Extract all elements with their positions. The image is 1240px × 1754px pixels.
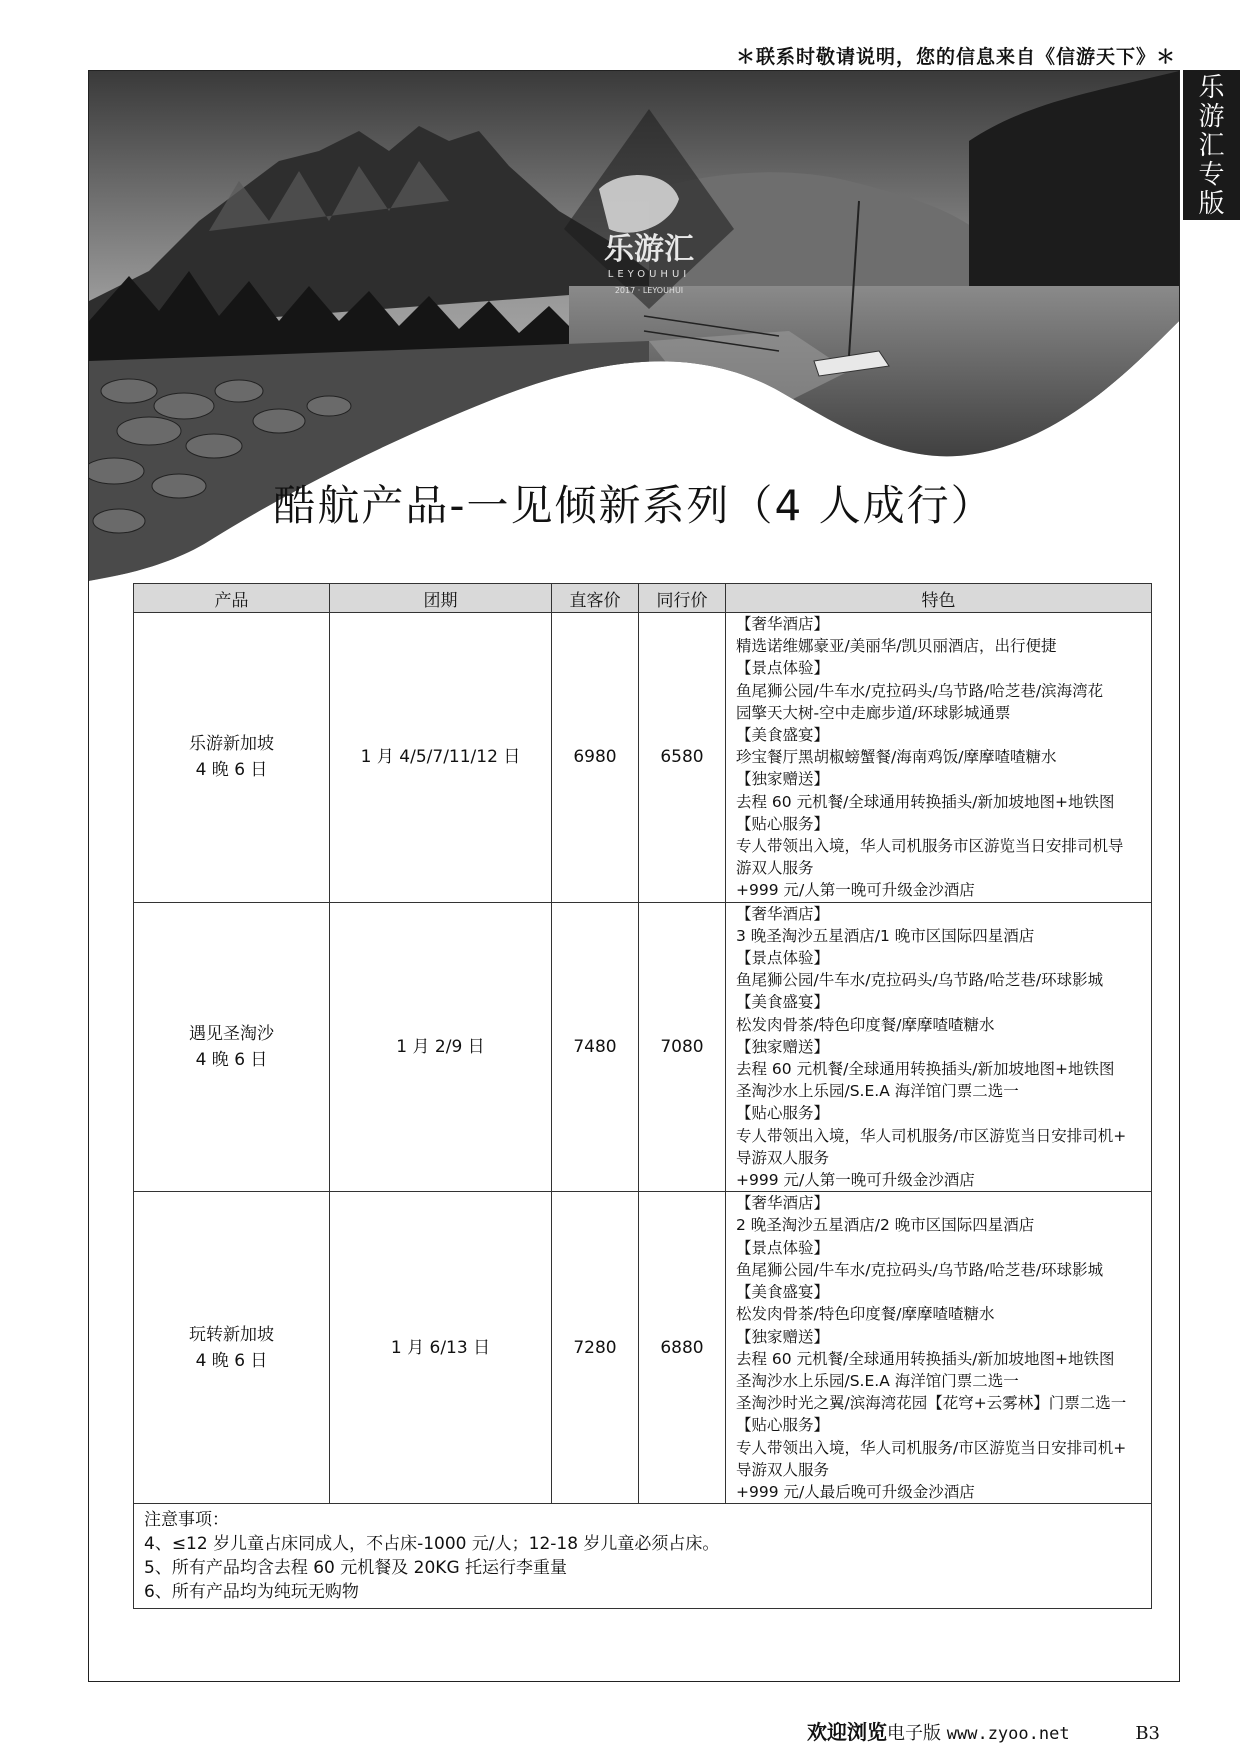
product-cell <box>134 613 330 903</box>
product-days: 4 晚 6 日 <box>195 1049 268 1070</box>
feature-line: 【美食盛宴】 <box>736 726 830 745</box>
retail-price-cell: 7280 <box>552 1192 639 1504</box>
feature-line: 松发肉骨茶/特色印度餐/摩摩喳喳糖水 <box>736 1305 995 1324</box>
notes-cell <box>134 1504 1152 1609</box>
feature-line: 【独家赠送】 <box>736 770 830 789</box>
note-item: 5、所有产品均含去程 60 元机餐及 20KG 托运行李重量 <box>144 1558 568 1579</box>
product-name: 乐游新加坡 <box>189 734 274 755</box>
product-table <box>133 583 1152 1609</box>
feature-line: 【景点体验】 <box>736 949 830 968</box>
feature-line: 导游双人服务 <box>736 1460 830 1479</box>
table-row <box>134 1192 1152 1504</box>
trade-price-cell: 6580 <box>639 613 726 903</box>
trade-price-cell: 6880 <box>639 1192 726 1504</box>
feature-line: 【独家赠送】 <box>736 1327 830 1346</box>
side-tab <box>1183 70 1240 220</box>
note-item: 6、所有产品均为纯玩无购物 <box>144 1582 359 1603</box>
svg-text:LEYOUHUI: LEYOUHUI <box>607 269 691 280</box>
feature-line: 园擎天大树-空中走廊步道/环球影城通票 <box>736 703 1011 722</box>
side-tab-char: 版 <box>1198 189 1225 219</box>
feature-line: +999 元/人第一晚可升级金沙酒店 <box>736 1171 975 1190</box>
feature-line: 鱼尾狮公园/牛车水/克拉码头/乌节路/哈芝巷/环球影城 <box>736 971 1104 990</box>
feature-line: 【贴心服务】 <box>736 814 830 833</box>
product-name: 玩转新加坡 <box>189 1324 274 1345</box>
feature-line: 鱼尾狮公园/牛车水/克拉码头/乌节路/哈芝巷/滨海湾花 <box>736 681 1104 700</box>
feature-line: 【奢华酒店】 <box>736 904 830 923</box>
feature-line: 去程 60 元机餐/全球通用转换插头/新加坡地图+地铁图 <box>736 792 1115 811</box>
retail-price-cell: 6980 <box>552 613 639 903</box>
feature-line: 圣淘沙时光之翼/滨海湾花园【花穹+云雾林】门票二选一 <box>736 1394 1127 1413</box>
product-days: 4 晚 6 日 <box>195 760 268 781</box>
footer-edition: 电子版 <box>887 1723 942 1744</box>
product-days: 4 晚 6 日 <box>195 1350 268 1371</box>
product-name: 遇见圣淘沙 <box>189 1023 274 1044</box>
feature-line: 专人带领出入境，华人司机服务/市区游览当日安排司机+ <box>736 1126 1127 1145</box>
feature-line: 2 晚圣淘沙五星酒店/2 晚市区国际四星酒店 <box>736 1216 1035 1235</box>
dates-cell: 1 月 6/13 日 <box>330 1192 552 1504</box>
features-cell <box>726 902 1152 1192</box>
top-note: ＊联系时敬请说明，您的信息来自《信游天下》＊ <box>735 46 1176 68</box>
feature-line: 去程 60 元机餐/全球通用转换插头/新加坡地图+地铁图 <box>736 1349 1115 1368</box>
notes-row <box>134 1504 1152 1609</box>
footer-welcome: 欢迎浏览 <box>807 1720 888 1744</box>
notes-heading: 注意事项： <box>144 1510 229 1531</box>
table-header-row <box>134 584 1152 613</box>
dates-cell: 1 月 2/9 日 <box>330 902 552 1192</box>
feature-line: 3 晚圣淘沙五星酒店/1 晚市区国际四星酒店 <box>736 926 1035 945</box>
features-cell <box>726 613 1152 903</box>
feature-line: 游双人服务 <box>736 859 814 878</box>
svg-text:2017 · LEYOUHUI: 2017 · LEYOUHUI <box>614 286 684 295</box>
footer <box>807 1716 1160 1745</box>
footer-url[interactable]: www.zyoo.net <box>946 1724 1070 1744</box>
feature-line: 珍宝餐厅黑胡椒螃蟹餐/海南鸡饭/摩摩喳喳糖水 <box>736 748 1057 767</box>
feature-line: 专人带领出入境，华人司机服务市区游览当日安排司机导 <box>736 837 1124 856</box>
side-tab-char: 乐 <box>1198 73 1225 103</box>
feature-line: 去程 60 元机餐/全球通用转换插头/新加坡地图+地铁图 <box>736 1060 1115 1079</box>
table-row <box>134 902 1152 1192</box>
header-features: 特色 <box>726 584 1152 613</box>
feature-line: 【景点体验】 <box>736 659 830 678</box>
product-cell <box>134 1192 330 1504</box>
feature-line: 【贴心服务】 <box>736 1104 830 1123</box>
trade-price-cell: 7080 <box>639 902 726 1192</box>
feature-line: 精选诺维娜豪亚/美丽华/凯贝丽酒店，出行便捷 <box>736 637 1057 656</box>
feature-line: 【奢华酒店】 <box>736 1194 830 1213</box>
feature-line: 圣淘沙水上乐园/S.E.A 海洋馆门票二选一 <box>736 1371 1019 1390</box>
side-tab-char: 专 <box>1198 160 1225 190</box>
page-number: B3 <box>1135 1723 1160 1744</box>
feature-line: 专人带领出入境，华人司机服务/市区游览当日安排司机+ <box>736 1438 1127 1457</box>
side-tab-char: 游 <box>1198 102 1225 132</box>
svg-text:乐游汇: 乐游汇 <box>604 232 694 267</box>
header-trade-price: 同行价 <box>639 584 726 613</box>
header-product: 产品 <box>134 584 330 613</box>
header-retail-price: 直客价 <box>552 584 639 613</box>
feature-line: 鱼尾狮公园/牛车水/克拉码头/乌节路/哈芝巷/环球影城 <box>736 1260 1104 1279</box>
side-tab-char: 汇 <box>1198 131 1225 161</box>
feature-line: 【独家赠送】 <box>736 1037 830 1056</box>
note-item: 4、≤12 岁儿童占床同成人，不占床-1000 元/人；12-18 岁儿童必须占床。 <box>144 1534 720 1555</box>
retail-price-cell: 7480 <box>552 902 639 1192</box>
dates-cell: 1 月 4/5/7/11/12 日 <box>330 613 552 903</box>
feature-line: 【美食盛宴】 <box>736 1283 830 1302</box>
table-row <box>134 613 1152 903</box>
feature-line: +999 元/人最后晚可升级金沙酒店 <box>736 1482 975 1501</box>
feature-line: 导游双人服务 <box>736 1148 830 1167</box>
product-cell <box>134 902 330 1192</box>
header-dates: 团期 <box>330 584 552 613</box>
feature-line: 圣淘沙水上乐园/S.E.A 海洋馆门票二选一 <box>736 1082 1019 1101</box>
feature-line: 【美食盛宴】 <box>736 993 830 1012</box>
features-cell <box>726 1192 1152 1504</box>
feature-line: 【贴心服务】 <box>736 1416 830 1435</box>
feature-line: +999 元/人第一晚可升级金沙酒店 <box>736 881 975 900</box>
feature-line: 【景点体验】 <box>736 1238 830 1257</box>
feature-line: 松发肉骨茶/特色印度餐/摩摩喳喳糖水 <box>736 1015 995 1034</box>
feature-line: 【奢华酒店】 <box>736 615 830 633</box>
page-title: 酷航产品-一见倾新系列（4 人成行） <box>273 481 995 530</box>
